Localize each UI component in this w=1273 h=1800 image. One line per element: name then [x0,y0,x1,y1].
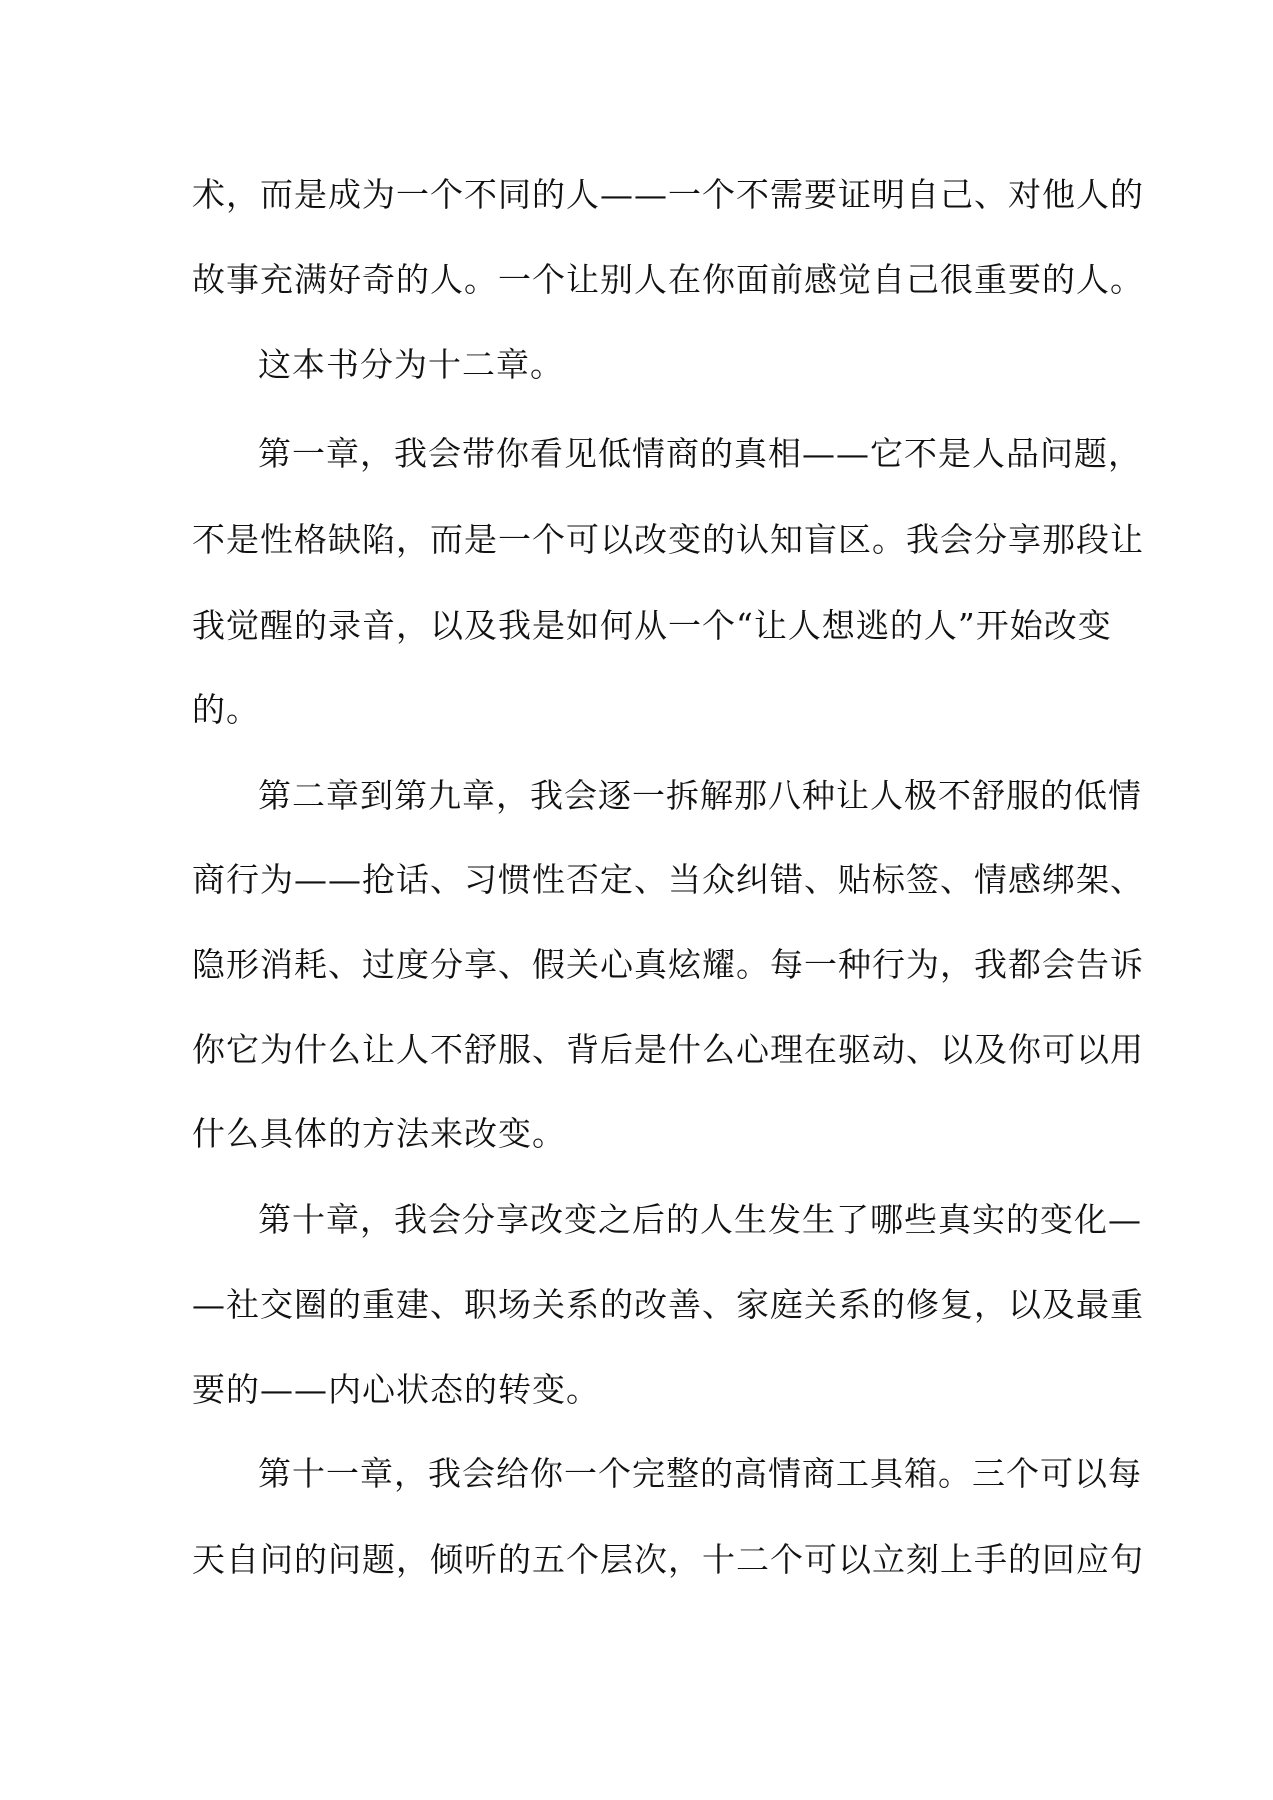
text-line: 这本书分为十二章。 [258,345,564,384]
text-line: 什么具体的方法来改变。 [192,1114,566,1153]
text-line: 天自问的问题，倾听的五个层次，十二个可以立刻上手的回应句 [192,1540,1144,1579]
text-line: 术，而是成为一个不同的人——一个不需要证明自己、对他人的 [192,175,1144,214]
text-line: 第十一章，我会给你一个完整的高情商工具箱。三个可以每 [258,1454,1142,1493]
text-line: 第一章，我会带你看见低情商的真相——它不是人品问题， [258,434,1142,473]
text-line: 要的——内心状态的转变。 [192,1370,600,1409]
text-line: 商行为——抢话、习惯性否定、当众纠错、贴标签、情感绑架、 [192,860,1144,899]
text-line: 第二章到第九章，我会逐一拆解那八种让人极不舒服的低情 [258,776,1142,815]
text-line: 第十章，我会分享改变之后的人生发生了哪些真实的变化— [258,1200,1142,1239]
text-line: 的。 [192,690,260,729]
text-line: 故事充满好奇的人。一个让别人在你面前感觉自己很重要的人。 [192,260,1144,299]
text-line: 我觉醒的录音，以及我是如何从一个“让人想逃的人”开始改变 [192,606,1112,645]
text-line: 你它为什么让人不舒服、背后是什么心理在驱动、以及你可以用 [192,1030,1144,1069]
text-line: 隐形消耗、过度分享、假关心真炫耀。每一种行为，我都会告诉 [192,945,1144,984]
text-line: 不是性格缺陷，而是一个可以改变的认知盲区。我会分享那段让 [192,520,1144,559]
text-line: —社交圈的重建、职场关系的改善、家庭关系的修复，以及最重 [192,1285,1144,1324]
